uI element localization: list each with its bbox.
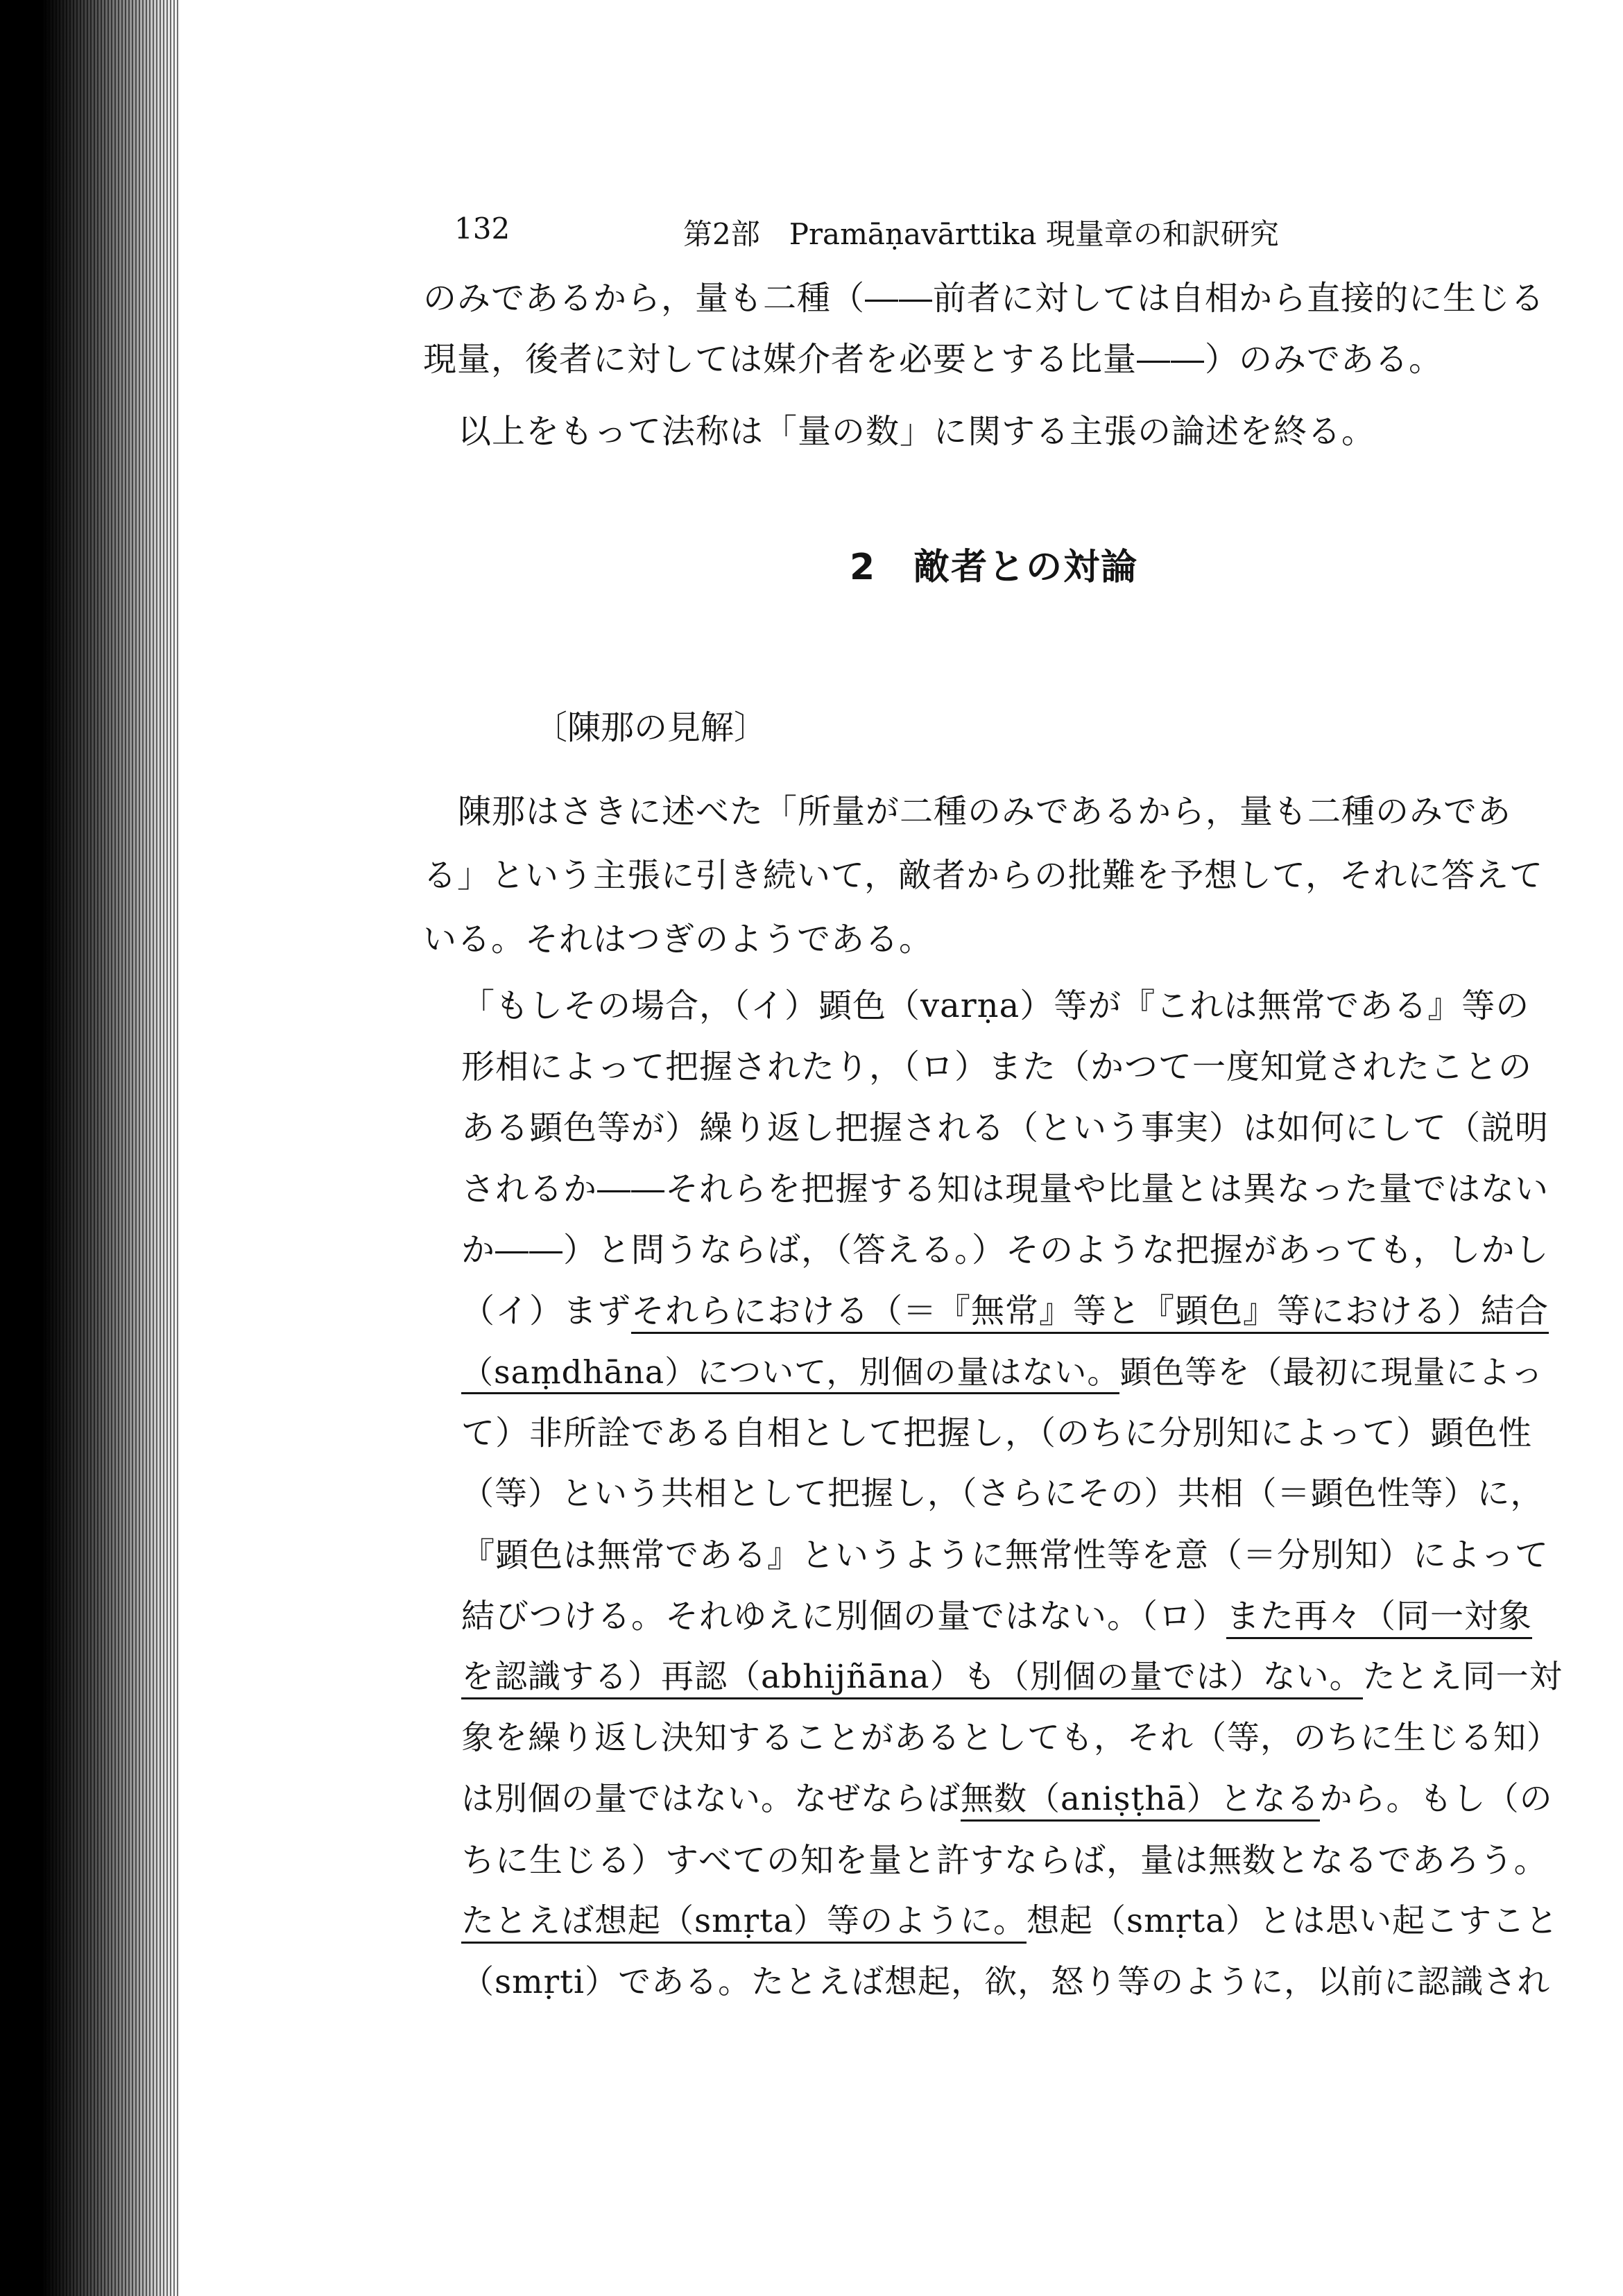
section-heading: 2 敵者との対論 [850,547,1139,588]
quote-line [461,1901,1558,1942]
quote-line [461,1290,1549,1332]
text-line: る」という主張に引き続いて，敵者からの批難を予想して，それに答えて [423,856,1544,895]
quote-text: （イ）まず [461,1292,632,1330]
text-line: のみであるから，量も二種（――前者に対しては自相から直接的に生じる [423,279,1545,318]
quote-text: は別個の量ではない。なぜならば [461,1780,961,1818]
quote-line: （smṛti）である。たとえば想起，欲，怒り等のように，以前に認識され [461,1963,1551,2001]
quote-line: て）非所詮である自相として把握し，（のちに分別知によって）顕色性 [461,1414,1533,1453]
quote-line: ある顕色等が）繰り返し把握される（という事実）は如何にして（説明 [461,1108,1549,1147]
quote-text: から。もし（の [1319,1780,1553,1818]
underlined-phrase: （saṃdhāna）について，別個の量はない。 [461,1353,1119,1394]
text-line: 陳那はさきに述べた「所量が二種のみであるから，量も二種のみであ [458,792,1512,831]
underlined-phrase: たとえば想起（smṛta）等のように。 [461,1902,1027,1944]
quote-line: （等）という共相として把握し，（さらにその）共相（＝顕色性等）に， [461,1475,1544,1513]
page-number: 132 [454,212,510,246]
text-line: 以上をもって法称は「量の数」に関する主張の論述を終る。 [458,412,1376,451]
underlined-phrase: 無数（aniṣṭhā）となる [961,1780,1320,1822]
underlined-phrase: また再々（同一対象 [1226,1597,1532,1639]
underlined-phrase: それらにおける（＝『無常』等と『顕色』等における）結合 [631,1292,1549,1334]
quote-line [461,1779,1553,1820]
text-line: 現量，後者に対しては媒介者を必要とする比量――）のみである。 [423,340,1443,379]
text-line: いる。それはつぎのようである。 [423,920,934,959]
underlined-phrase: を認識する）再認（abhijñāna）も（別個の量では）ない。 [461,1658,1363,1699]
running-title: 第2部 Pramāṇavārttika 現量章の和訳研究 [683,217,1279,251]
subsection-heading: 〔陳那の見解〕 [534,708,768,747]
quote-line: 「もしその場合，（イ）顕色（varṇa）等が『これは無常である』等の [461,986,1530,1025]
quote-line: か――）と問うならば，（答える。）そのような把握があっても，しかし [461,1231,1549,1269]
running-header [454,212,1564,260]
quote-line: 『顕色は無常である』というように無常性等を意（＝分別知）によって [461,1536,1549,1575]
quote-text: 想起（smṛta）とは思い起こすこと [1027,1902,1559,1940]
quote-text: たとえ同一対 [1362,1658,1563,1696]
quote-line: ちに生じる）すべての知を量と許すならば，量は無数となるであろう。 [461,1841,1548,1880]
quote-line: 形相によって把握されたり，（ロ）また（かつて一度知覚されたことの [461,1047,1533,1086]
quote-line [461,1595,1532,1637]
quote-line: されるか――それらを把握する知は現量や比量とは異なった量ではない [461,1170,1549,1208]
quote-text: 結びつける。それゆえに別個の量ではない。（ロ） [461,1597,1227,1636]
quote-line: 象を繰り返し決知することがあるとしても，それ（等，のちに生じる知） [461,1719,1560,1757]
quote-line [461,1351,1543,1393]
quote-text: 顕色等を（最初に現量によっ [1119,1353,1544,1391]
quote-line [461,1656,1563,1698]
